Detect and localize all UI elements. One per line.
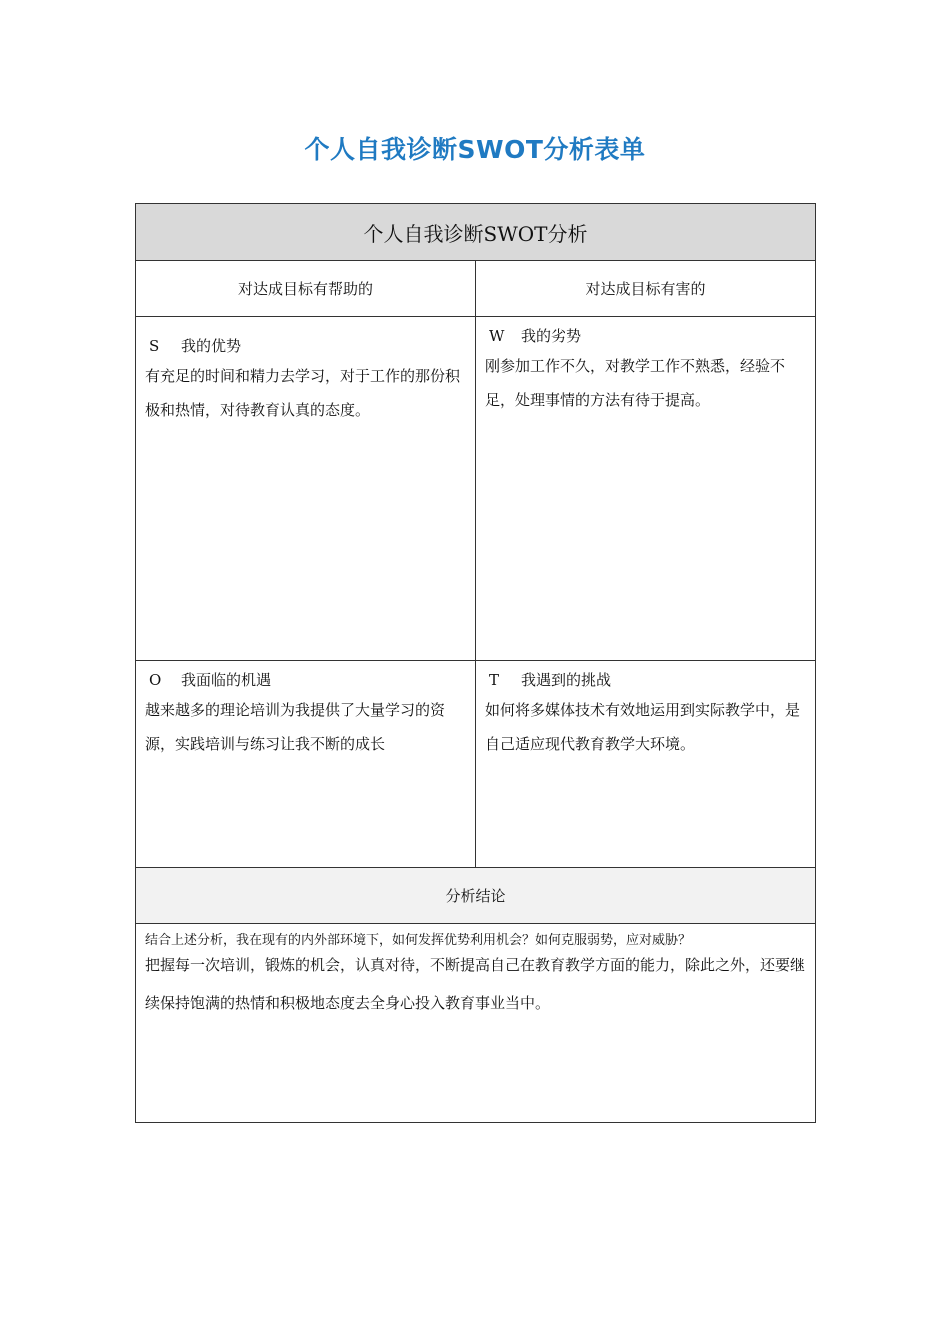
weaknesses-heading bbox=[485, 323, 806, 349]
threats-heading bbox=[485, 667, 806, 693]
conclusion-question: 结合上述分析，我在现有的内外部环境下，如何发挥优势利用机会？如何克服弱势，应对威胁？ bbox=[145, 933, 692, 948]
strengths-text: 有充足的时间和精力去学习，对于工作的那份积极和热情，对待教育认真的态度。 bbox=[145, 367, 461, 419]
conclusion-header: 分析结论 bbox=[136, 868, 816, 924]
opportunities-title: 我面临的机遇 bbox=[181, 671, 272, 689]
strengths-heading bbox=[145, 333, 466, 359]
opportunities-letter: O bbox=[149, 671, 162, 689]
document-title: 个人自我诊断SWOT分析表单 bbox=[304, 135, 646, 164]
conclusion-text: 把握每一次培训，锻炼的机会，认真对待，不断提高自己在教育教学方面的能力，除此之外，还要继续保持饱满的热情和积极地态度去全身心投入教育事业当中。 bbox=[145, 956, 806, 1012]
weaknesses-cell bbox=[476, 317, 816, 661]
weaknesses-letter: W bbox=[489, 327, 505, 345]
threats-title: 我遇到的挑战 bbox=[521, 671, 612, 689]
weaknesses-title: 我的劣势 bbox=[521, 327, 582, 345]
conclusion-cell bbox=[136, 924, 816, 1123]
harmful-column-header: 对达成目标有害的 bbox=[476, 261, 816, 317]
threats-letter: T bbox=[489, 671, 500, 689]
strengths-letter: S bbox=[149, 337, 160, 355]
opportunities-heading bbox=[145, 667, 466, 693]
strengths-title: 我的优势 bbox=[181, 337, 242, 355]
weaknesses-text: 刚参加工作不久，对教学工作不熟悉，经验不足，处理事情的方法有待于提高。 bbox=[485, 357, 786, 409]
swot-table bbox=[135, 203, 816, 1123]
strengths-cell bbox=[136, 317, 476, 661]
opportunities-cell bbox=[136, 661, 476, 868]
table-header: 个人自我诊断SWOT分析 bbox=[136, 204, 816, 261]
opportunities-text: 越来越多的理论培训为我提供了大量学习的资源，实践培训与练习让我不断的成长 bbox=[145, 701, 446, 753]
helpful-column-header: 对达成目标有帮助的 bbox=[136, 261, 476, 317]
threats-text: 如何将多媒体技术有效地运用到实际教学中，是自己适应现代教育教学大环境。 bbox=[485, 701, 801, 753]
threats-cell bbox=[476, 661, 816, 868]
